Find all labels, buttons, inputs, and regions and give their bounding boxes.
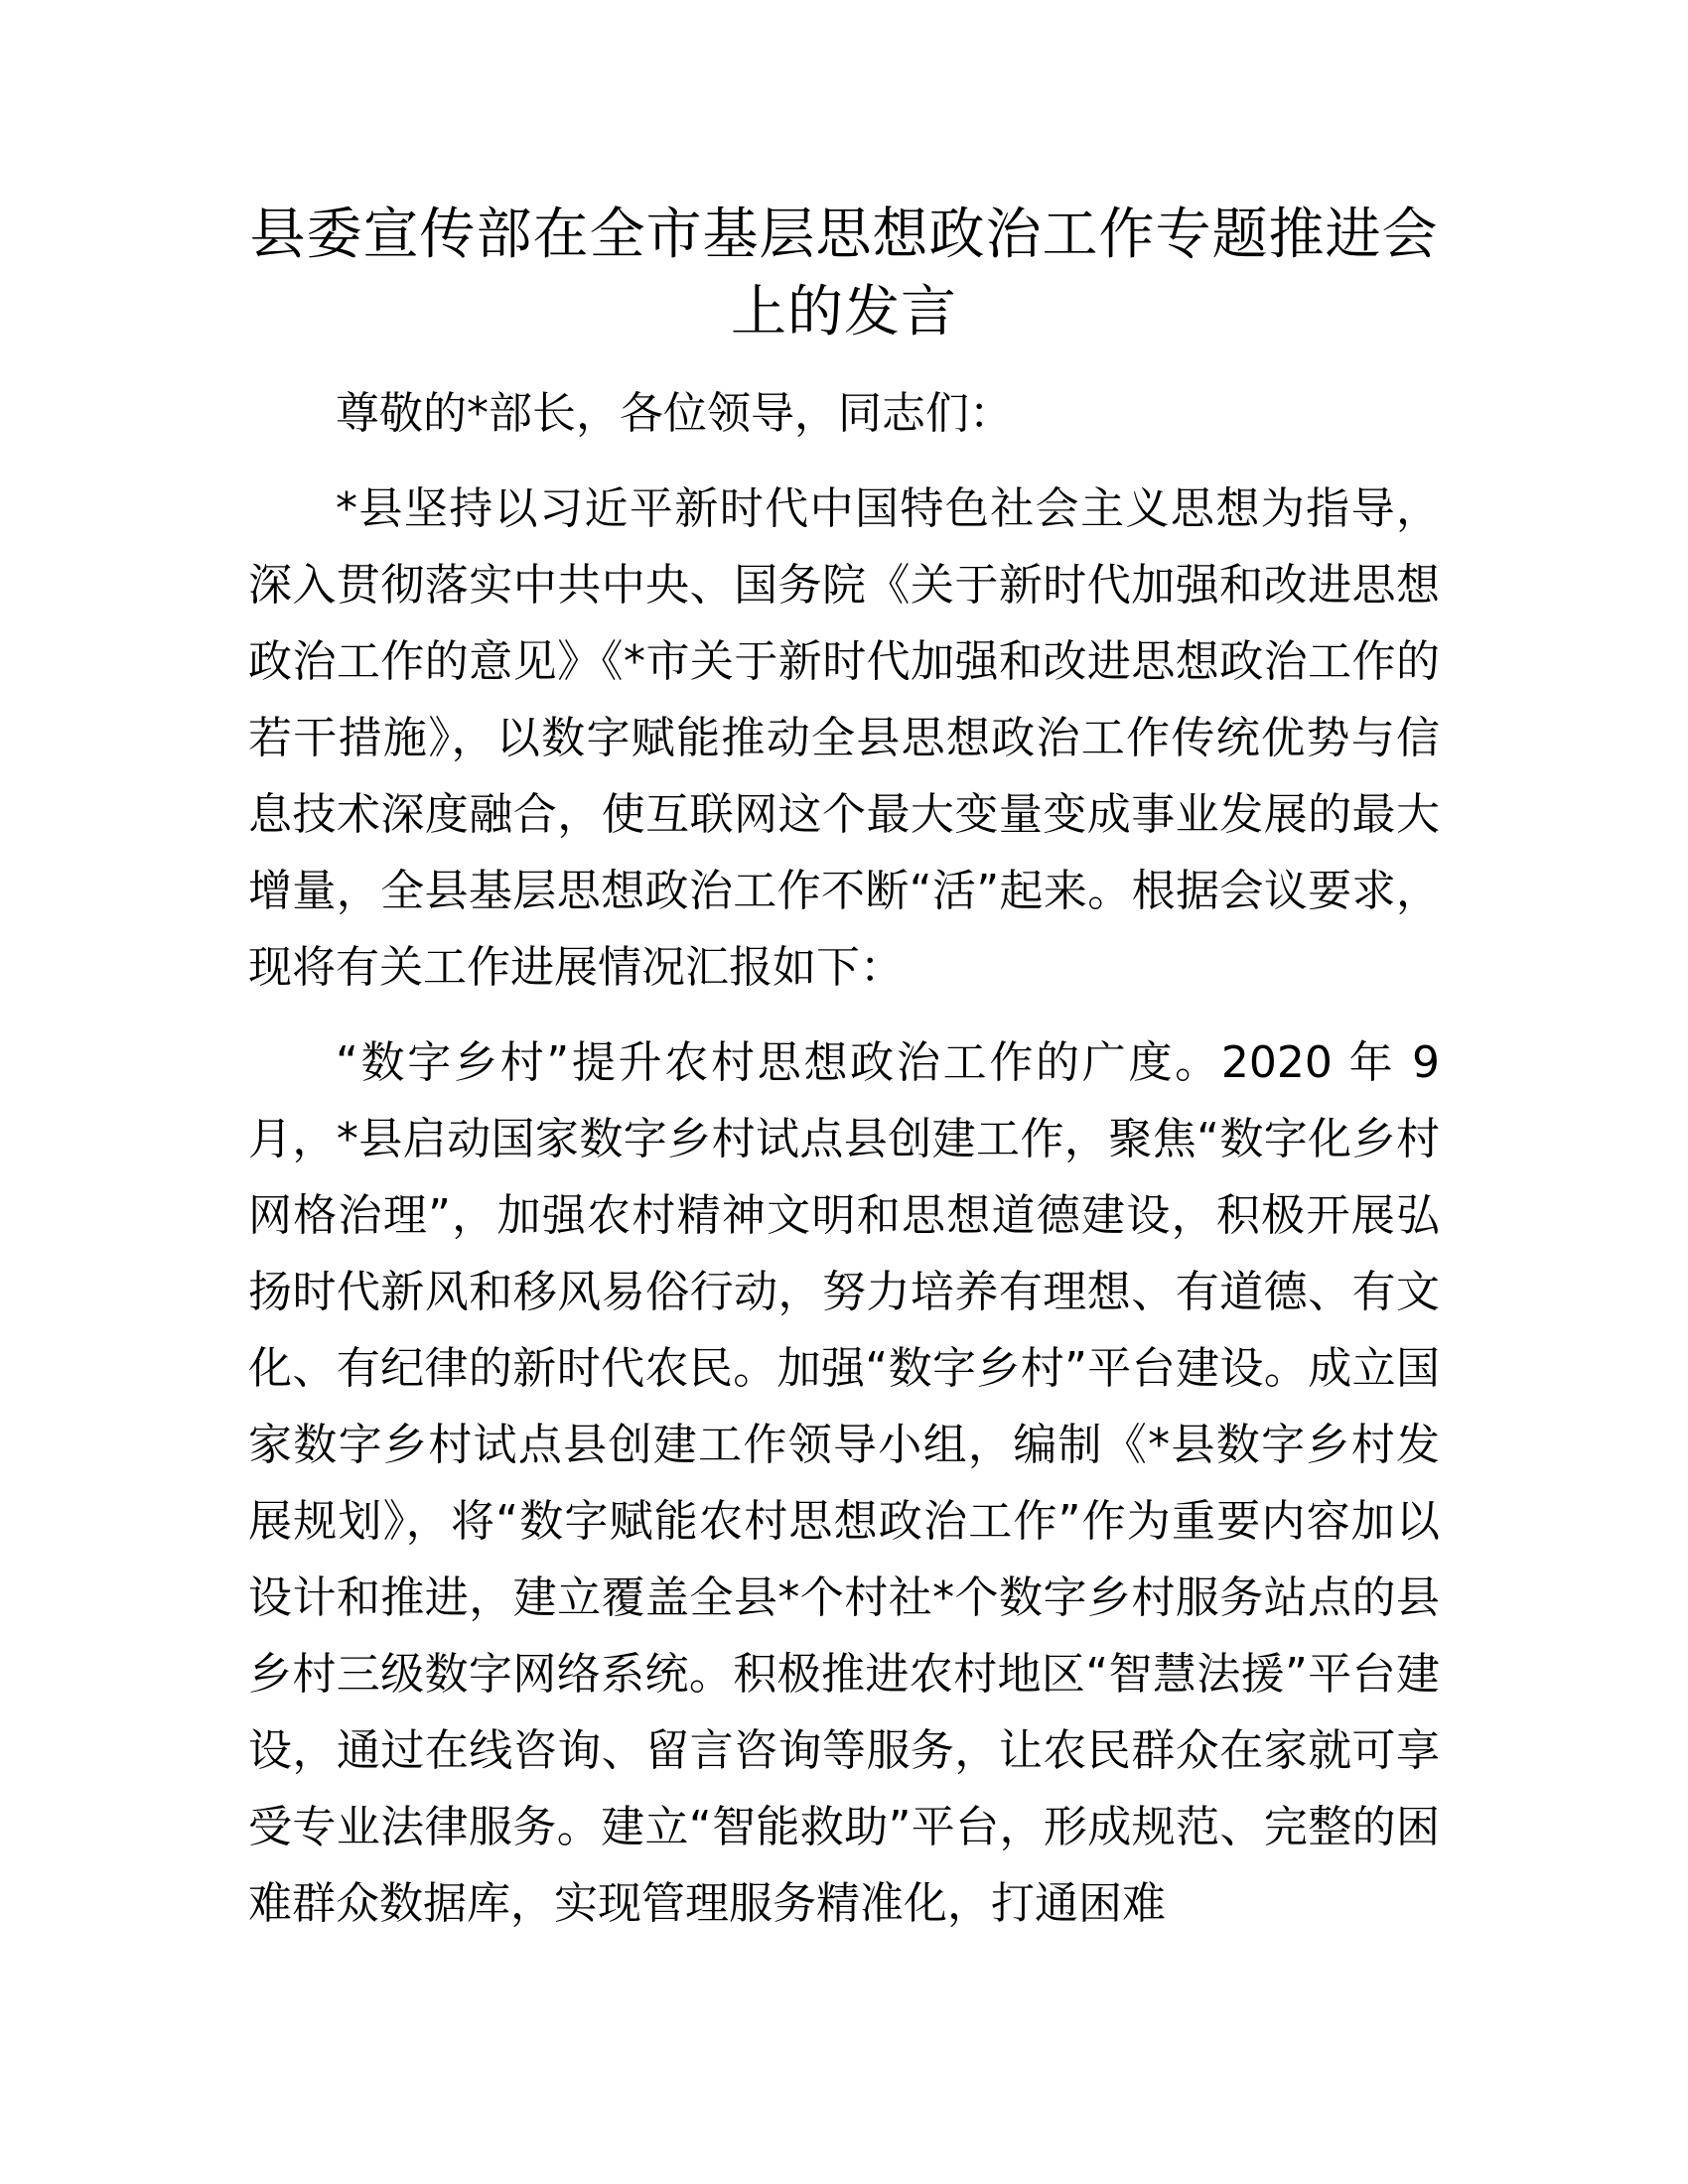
paragraph-digital-village: “数字乡村”提升农村思想政治工作的广度。2020 年 9 月，*县启动国家数字乡村试点县创建工作，聚焦“数字化乡村网格治理”，加强农村精神文明和思想道德建设，积极开展弘扬时代新风和移风易俗行动，努力培养有理想、有道德、有文化、有纪律的新时代农民。加强“数字乡村”平台建设。成立国家数字乡村试点县创建工作领导小组，编制《*县数字乡村发展规划》，将“数字赋能农村思想政治工作”作为重要内容加以设计和推进，建立覆盖全县*个村社*个数字乡村服务站点的县乡村三级数字网络系统。积极推进农村地区“智慧法援”平台建设，通过在线咨询、留言咨询等服务，让农民群众在家就可享受专业法律服务。建立“智能救助”平台，形成规范、完整的困难群众数据库，实现管理服务精准化，打通困难	[248, 1037, 1440, 1929]
salutation: 尊敬的*部长，各位领导，同志们：	[336, 388, 1013, 439]
paragraph-intro: *县坚持以习近平新时代中国特色社会主义思想为指导，深入贯彻落实中共中央、国务院《关于新时代加强和改进思想政治工作的意见》《*市关于新时代加强和改进思想政治工作的若干措施》，以数字赋能推动全县思想政治工作传统优势与信息技术深度融合，使互联网这个最大变量变成事业发展的最大增量，全县基层思想政治工作不断“活”起来。根据会议要求，现将有关工作进展情况汇报如下：	[248, 483, 1440, 993]
document-title: 县委宣传部在全市基层思想政治工作专题推进会上的发言	[249, 203, 1439, 344]
